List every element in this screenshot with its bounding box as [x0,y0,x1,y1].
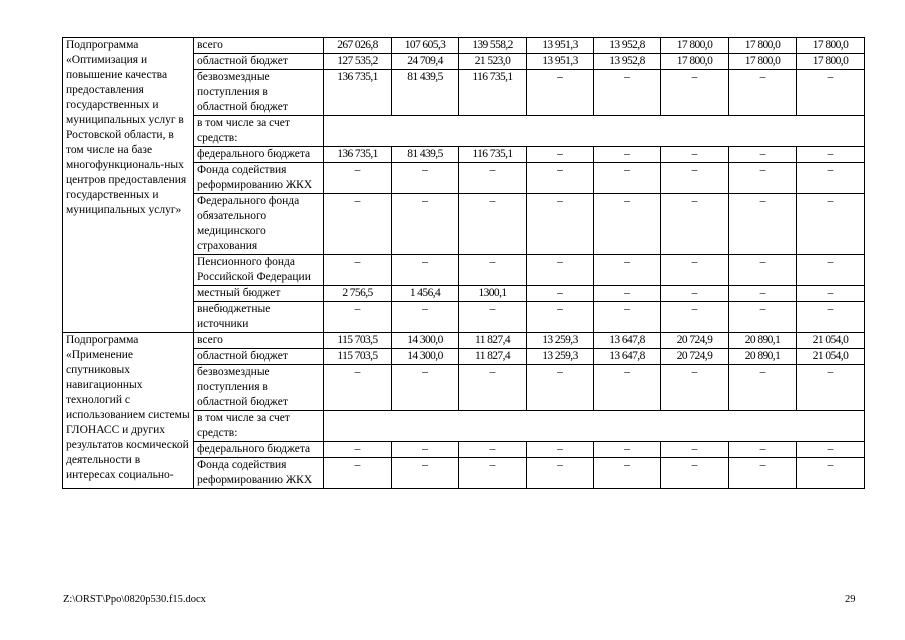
subprogram-title: Подпрограмма «Применение спутниковых навигационных технологий с использованием системы ГЛОНАСС и других результатов космической деятельности в интересах социально- [63,333,194,489]
value-cell: – [324,194,392,255]
value-cell: – [527,70,594,116]
value-cell: 11 827,4 [459,333,527,349]
value-cell: – [797,194,865,255]
value-cell: – [527,302,594,333]
value-cell: – [661,458,729,489]
value-cell: 116 735,1 [459,70,527,116]
value-cell: – [661,163,729,194]
value-cell: 139 558,2 [459,38,527,54]
value-cell: 13 647,8 [594,349,661,365]
value-cell: – [392,458,459,489]
value-cell: 13 647,8 [594,333,661,349]
value-cell: 21 054,0 [797,349,865,365]
funding-source: Пенсионного фонда Российской Федерации [194,255,324,286]
value-cell: – [527,458,594,489]
value-cell: – [392,442,459,458]
value-cell: 115 703,5 [324,333,392,349]
value-cell: 136 735,1 [324,70,392,116]
value-cell: – [324,442,392,458]
funding-source: внебюджетные источники [194,302,324,333]
value-cell: 14 300,0 [392,333,459,349]
value-cell: – [661,286,729,302]
value-cell: – [797,255,865,286]
value-cell: – [527,286,594,302]
value-cell: – [594,442,661,458]
value-cell: – [797,163,865,194]
value-cell: – [594,194,661,255]
value-cell: – [324,365,392,411]
value-cell: – [324,163,392,194]
value-cell: – [729,255,797,286]
value-cell: 20 724,9 [661,333,729,349]
page-number: 29 [845,594,856,605]
value-cell: 13 259,3 [527,349,594,365]
value-cell: – [729,163,797,194]
value-cell: – [392,302,459,333]
value-cell: 24 709,4 [392,54,459,70]
value-cell: 17 800,0 [729,54,797,70]
budget-table-body [63,38,865,489]
value-cell: – [392,365,459,411]
funding-source: федерального бюджета [194,442,324,458]
funding-source: Федерального фонда обязательного медицинского страхования [194,194,324,255]
value-cell: 17 800,0 [661,54,729,70]
value-cell: – [527,147,594,163]
value-cell: – [661,302,729,333]
table-row [63,38,865,54]
value-cell: 13 952,8 [594,38,661,54]
funding-source: в том числе за счет средств: [194,411,324,442]
value-cell: – [594,365,661,411]
value-cell: – [661,255,729,286]
value-cell: 81 439,5 [392,70,459,116]
value-cell: – [459,302,527,333]
value-cell: 81 439,5 [392,147,459,163]
value-cell: – [729,442,797,458]
budget-table [62,37,865,489]
value-cell: 107 605,3 [392,38,459,54]
funding-source: безвозмездные поступления в областной бюджет [194,365,324,411]
value-cell: – [594,458,661,489]
value-cell: 136 735,1 [324,147,392,163]
value-cell: – [729,286,797,302]
value-cell: – [661,365,729,411]
value-cell: 13 951,3 [527,38,594,54]
value-cell: 115 703,5 [324,349,392,365]
value-cell: – [594,163,661,194]
value-cell: 2 756,5 [324,286,392,302]
value-cell: – [459,365,527,411]
footer-file-path: Z:\ORST\Ppo\0820p530.f15.docx [63,594,206,605]
value-cell: – [797,286,865,302]
funding-source: федерального бюджета [194,147,324,163]
value-cell: 17 800,0 [797,38,865,54]
value-cell: – [729,365,797,411]
value-cell: – [392,255,459,286]
value-cell: – [392,194,459,255]
value-cell: – [527,194,594,255]
value-cell: – [527,163,594,194]
value-cell: 13 259,3 [527,333,594,349]
value-cell: – [527,365,594,411]
value-cell: – [594,70,661,116]
value-cell: – [797,365,865,411]
value-cell: 267 026,8 [324,38,392,54]
value-cell: – [594,255,661,286]
value-cell: – [797,70,865,116]
funding-source: Фонда содействия реформированию ЖКХ [194,458,324,489]
value-cell: – [661,442,729,458]
value-cell: – [729,458,797,489]
value-cell: 14 300,0 [392,349,459,365]
value-cell: – [459,194,527,255]
value-cell: – [392,163,459,194]
value-cell: – [729,147,797,163]
value-cell: 20 890,1 [729,333,797,349]
subprogram-title: Подпрограмма «Оптимизация и повышение качества предоставления государственных и муниципальных услуг в Ростовской области, в том числе на базе многофункциональ-ных центров предоставления государственных и муниципальных услуг» [63,38,194,333]
value-cell: – [459,442,527,458]
value-cell: 127 535,2 [324,54,392,70]
value-cell: 1 456,4 [392,286,459,302]
value-cell: 17 800,0 [797,54,865,70]
funding-source: областной бюджет [194,349,324,365]
value-cell: 1300,1 [459,286,527,302]
merged-empty-cell [324,411,865,442]
funding-source: местный бюджет [194,286,324,302]
table-row [63,333,865,349]
value-cell: – [797,147,865,163]
funding-source: Фонда содействия реформированию ЖКХ [194,163,324,194]
funding-source: всего [194,38,324,54]
value-cell: 116 735,1 [459,147,527,163]
value-cell: 13 951,3 [527,54,594,70]
value-cell: – [459,255,527,286]
value-cell: 13 952,8 [594,54,661,70]
value-cell: – [661,147,729,163]
funding-source: областной бюджет [194,54,324,70]
value-cell: 17 800,0 [729,38,797,54]
value-cell: 21 054,0 [797,333,865,349]
value-cell: – [527,442,594,458]
value-cell: – [797,442,865,458]
value-cell: – [594,286,661,302]
value-cell: – [594,302,661,333]
value-cell: – [324,458,392,489]
value-cell: – [661,194,729,255]
value-cell: – [797,302,865,333]
value-cell: – [797,458,865,489]
value-cell: – [729,194,797,255]
funding-source: в том числе за счет средств: [194,116,324,147]
value-cell: 21 523,0 [459,54,527,70]
merged-empty-cell [324,116,865,147]
value-cell: – [324,302,392,333]
value-cell: – [324,255,392,286]
value-cell: – [459,458,527,489]
value-cell: 11 827,4 [459,349,527,365]
funding-source: всего [194,333,324,349]
value-cell: 17 800,0 [661,38,729,54]
funding-source: безвозмездные поступления в областной бюджет [194,70,324,116]
value-cell: – [459,163,527,194]
value-cell: – [729,302,797,333]
value-cell: – [661,70,729,116]
value-cell: 20 890,1 [729,349,797,365]
value-cell: – [729,70,797,116]
value-cell: – [594,147,661,163]
value-cell: – [527,255,594,286]
value-cell: 20 724,9 [661,349,729,365]
